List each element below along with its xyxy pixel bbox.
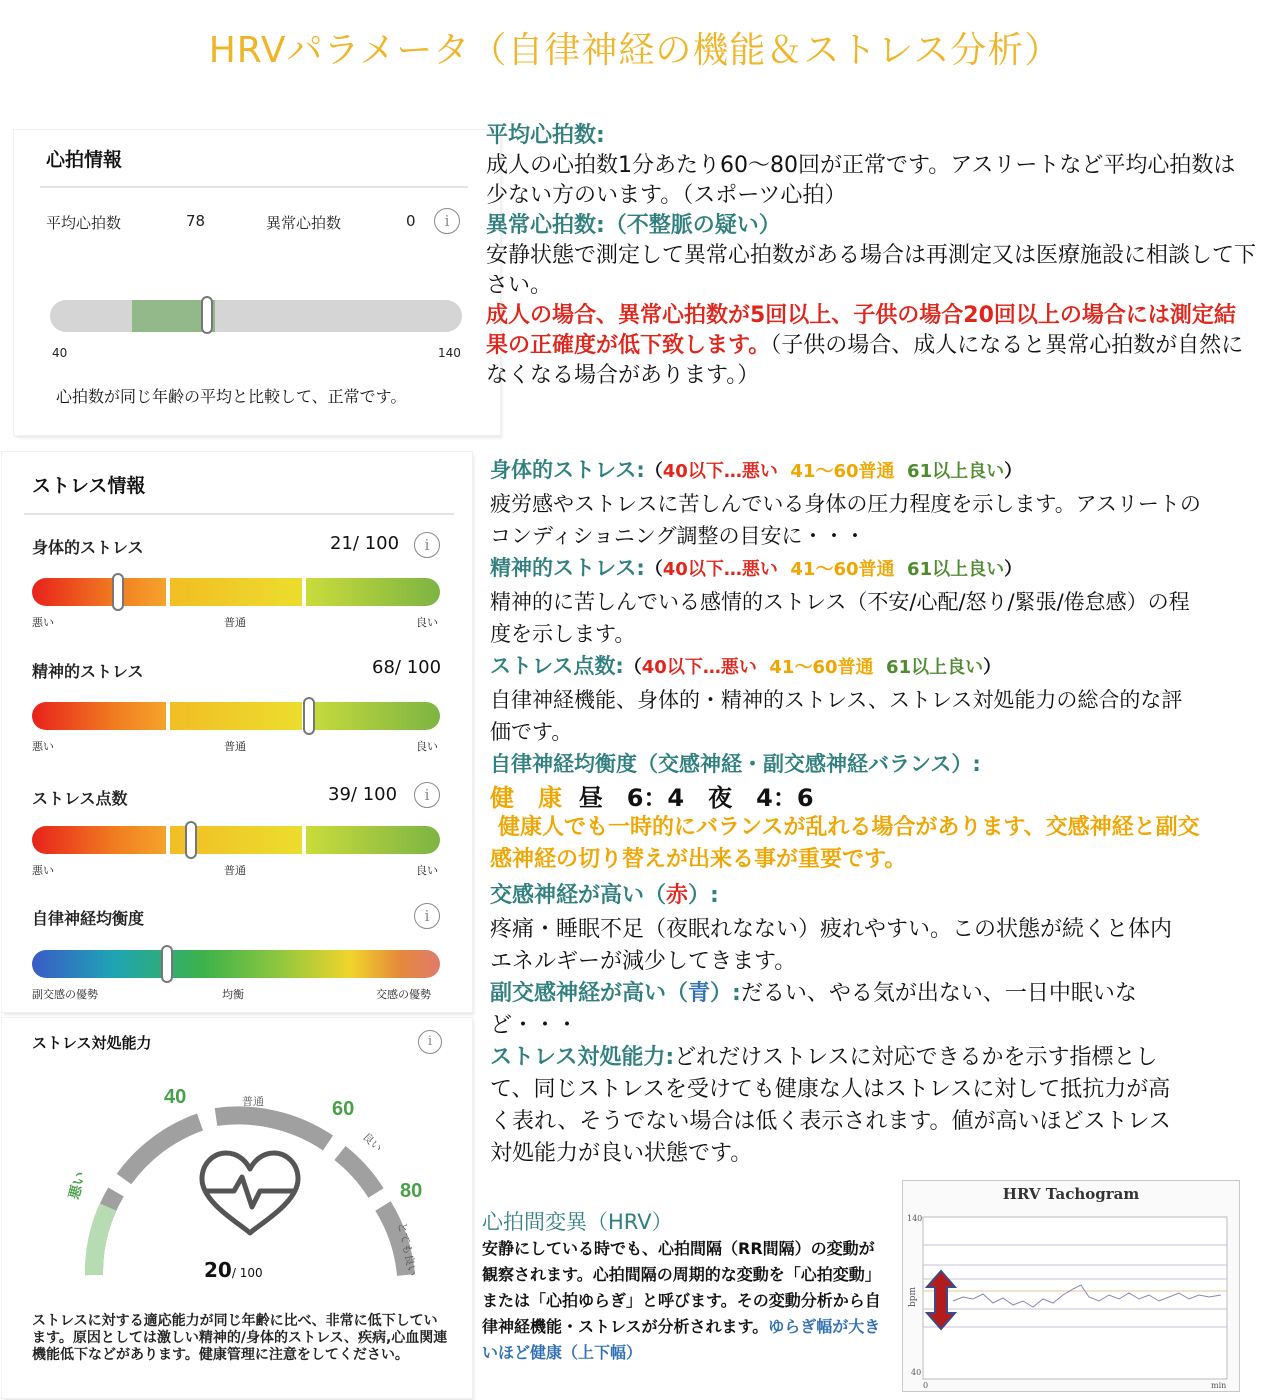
bar-normal-segment [170, 578, 302, 606]
physical-heading: 身体的ストレス: [490, 458, 645, 482]
balance-marker [161, 945, 173, 983]
label-normal: 普通 [224, 616, 246, 629]
avg-hr-value: 78 [186, 212, 206, 230]
gauge-label-good: 良い [359, 1129, 385, 1155]
gauge-tick-40: 40 [164, 1086, 187, 1108]
label-normal: 普通 [224, 864, 246, 877]
avg-hr-label: 平均心拍数 [46, 214, 122, 232]
x-min-label: 0 [923, 1381, 929, 1389]
mental-stress-label: 精神的ストレス [32, 662, 144, 681]
label-balanced: 均衡 [222, 988, 244, 1001]
info-icon[interactable]: i [434, 208, 460, 234]
hrv-highlight: ゆらぎ幅が大きいほど健康（上下幅） [482, 1317, 881, 1362]
label-good: 良い [416, 616, 438, 629]
autonomic-explanation [490, 880, 1190, 1170]
info-icon[interactable]: i [414, 532, 440, 558]
sympathetic-description: 疼痛・睡眠不足（夜眠れなない）疲れやすい。この状態が続くと体内エネルギーが減少してきます。 [490, 917, 1173, 974]
coping-score-max: / 100 [231, 1266, 263, 1280]
bar-good-segment [306, 702, 440, 730]
label-bad: 悪い [32, 740, 54, 753]
parasympathetic-description: だるい、やる気が出ない、一日中眠いなど・・・ [490, 981, 1137, 1038]
label-good: 良い [416, 864, 438, 877]
info-icon[interactable]: i [414, 782, 440, 808]
info-icon[interactable]: i [414, 903, 440, 929]
stress-score-value: 39/ 100 [328, 784, 398, 805]
gauge-track-very-good [340, 1153, 376, 1193]
abnormal-hr-label: 異常心拍数 [266, 214, 342, 232]
mental-description: 精神的に苦しんでいる感情的ストレス（不安/心配/怒り/緊張/倦怠感）の程度を示します。 [490, 590, 1190, 646]
mental-stress-marker [303, 697, 315, 735]
balance-heading: 自律神経均衡度（交感神経・副交感神経バランス）: [490, 752, 981, 776]
physical-description: 疲労感やストレスに苦しんでいる身体の圧力程度を示します。アスリートのコンディショニング調整の目安に・・・ [490, 492, 1201, 548]
gauge-tick-80: 80 [400, 1180, 423, 1202]
abnormal-hr-value: 0 [406, 212, 416, 230]
grade-bad: 40以下…悪い [641, 657, 757, 678]
hrv-heading: 心拍間変異（HRV） [482, 1210, 673, 1234]
mental-stress-score: 68/ 100 [372, 657, 442, 678]
gauge-label-bad: 悪い [66, 1169, 90, 1202]
mental-stress-bar [32, 702, 440, 730]
gauge-tick-60: 60 [332, 1098, 355, 1120]
coping-description: どれだけストレスに対応できるかを示す指標として、同じストレスを受けても健康な人はストレスに対して抵抗力が高く表れ、そうでない場合は低く表示されます。値が高いほどストレス対処能力が良い状態です。 [490, 1045, 1171, 1166]
coping-explanation [490, 1042, 1190, 1170]
bar-bad-segment [32, 702, 166, 730]
gauge-label-normal: 普通 [242, 1095, 264, 1108]
label-parasympathetic: 副交感の優勢 [32, 988, 98, 1001]
divider [40, 186, 468, 188]
coping-score-value: 20 [204, 1258, 232, 1282]
x-max-label: min [1211, 1381, 1227, 1389]
hrv-tachogram [902, 1180, 1240, 1392]
bar-bad-segment [32, 578, 166, 606]
scale-min: 40 [52, 346, 68, 360]
label-bad: 悪い [32, 616, 54, 629]
physical-stress-bar [32, 578, 440, 606]
coping-comment: ストレスに対する適応能力が同じ年齢に比べ、非常に低下しています。原因としては激しい精神的/身体的ストレス、疾病,心血関連機能低下などがあります。健康管理に注意をしてください。 [32, 1313, 448, 1363]
abnormal-hr-note: （子供の場合、成人になると異常心拍数が自然になくなる場合があります。） [486, 333, 1244, 388]
tachogram-title: HRV Tachogram [1002, 1185, 1140, 1203]
abnormal-hr-description: 安静状態で測定して異常心拍数がある場合は再測定又は医療施設に相談して下さい。 [486, 243, 1257, 298]
stress-panel-title: ストレス情報 [32, 475, 146, 497]
bar-normal-segment [170, 702, 302, 730]
score-heading-line: ストレス点数:（40以下…悪い 41～60普通 61以上良い） [490, 654, 1002, 678]
tachogram-plot [903, 1209, 1239, 1389]
stress-score-marker [185, 821, 197, 859]
bar-bad-segment [32, 826, 166, 854]
bar-good-segment [306, 826, 440, 854]
grade-good: 61以上良い [907, 559, 1005, 580]
healthy-note: 健康人でも一時的にバランスが乱れる場合があります、交感神経と副交感神経の切り替えが出来る事が重要です。 [490, 815, 1200, 872]
info-icon[interactable]: i [418, 1030, 442, 1054]
grade-bad: 40以下…悪い [662, 461, 778, 482]
stress-score-bar [32, 826, 440, 854]
gauge-track-normal [124, 1122, 200, 1179]
abnormal-hr-warning-block [486, 301, 1256, 391]
heart-rate-explanation [486, 121, 1256, 391]
y-min-label: 40 [911, 1368, 922, 1377]
heart-panel-title: 心拍情報 [46, 149, 123, 171]
healthy-label: 健 康 [490, 784, 562, 812]
y-axis-label: bpm [908, 1286, 918, 1307]
avg-hr-description: 成人の心拍数1分あたり60～80回が正常です。アスリートなど平均心拍数は少ない方のいます。（スポーツ心拍） [486, 153, 1236, 208]
avg-hr-heading: 平均心拍数: [486, 123, 605, 148]
physical-heading-line: 身体的ストレス:（40以下…悪い 41～60普通 61以上良い） [490, 458, 1023, 482]
healthy-ratio-line [490, 778, 814, 813]
hrv-explanation [482, 1236, 882, 1366]
stress-explanation [490, 454, 1210, 780]
gauge-fill [94, 1207, 108, 1275]
parasympathetic-line: 副交感神経が高い（青）:だるい、やる気が出ない、一日中眠いなど・・・ [490, 981, 1137, 1038]
sympathetic-heading: 交感神経が高い（赤）: [490, 883, 719, 908]
balance-bar [32, 950, 440, 978]
label-sympathetic: 交感の優勢 [376, 988, 431, 1001]
physical-stress-label: 身体的ストレス [32, 538, 144, 557]
healthy-ratio: 昼 6：4 夜 4：6 [578, 784, 814, 812]
heart-comment: 心拍数が同じ年齢の平均と比較して、正常です。 [56, 387, 407, 406]
coping-heading: ストレス対処能力: [490, 1045, 675, 1070]
grade-good: 61以上良い [907, 461, 1005, 482]
heart-rate-marker [201, 296, 213, 334]
grade-normal: 41～60普通 [790, 559, 895, 580]
score-description: 自律神経機能、身体的・精神的ストレス、ストレス対処能力の総合的な評価です。 [490, 688, 1183, 744]
balance-label: 自律神経均衡度 [32, 909, 145, 928]
gauge-track-good [216, 1115, 328, 1143]
label-bad: 悪い [32, 864, 54, 877]
coping-panel-title: ストレス対処能力 [32, 1034, 152, 1052]
grade-normal: 41～60普通 [790, 461, 895, 482]
grade-good: 61以上良い [886, 657, 984, 678]
stress-score-label: ストレス点数 [32, 789, 128, 808]
physical-stress-score: 21/ 100 [330, 533, 400, 554]
heart-icon [202, 1153, 298, 1233]
page-title: HRVパラメータ（自律神経の機能＆ストレス分析） [208, 30, 1062, 71]
gauge-label-very-good: とても良い [395, 1220, 420, 1278]
abnormal-hr-warning: 成人の場合、異常心拍数が5回以上、子供の場合20回以上の場合には測定結果の正確度が低下致します。 [486, 303, 1236, 358]
divider [24, 513, 454, 515]
y-max-label: 140 [907, 1214, 923, 1223]
heart-rate-bar [50, 300, 462, 332]
score-heading: ストレス点数: [490, 654, 624, 678]
abnormal-hr-heading: 異常心拍数:（不整脈の疑い） [486, 213, 781, 238]
label-normal: 普通 [224, 740, 246, 753]
grade-bad: 40以下…悪い [662, 559, 778, 580]
scale-max: 140 [438, 346, 461, 360]
bar-good-segment [306, 578, 440, 606]
mental-heading: 精神的ストレス: [490, 556, 645, 580]
mental-heading-line: 精神的ストレス:（40以下…悪い 41～60普通 61以上良い） [490, 556, 1023, 580]
coping-score [204, 1258, 263, 1282]
hrv-description: 安静にしている時でも、心拍間隔（RR間隔）の変動が観察されます。心拍間隔の周期的な変動を「心拍変動」または「心拍ゆらぎ」と呼びます。その変動分析から自律神経機能・ストレスが分析されます。 [482, 1239, 881, 1336]
grade-normal: 41～60普通 [769, 657, 874, 678]
physical-stress-marker [112, 573, 124, 611]
label-good: 良い [416, 740, 438, 753]
